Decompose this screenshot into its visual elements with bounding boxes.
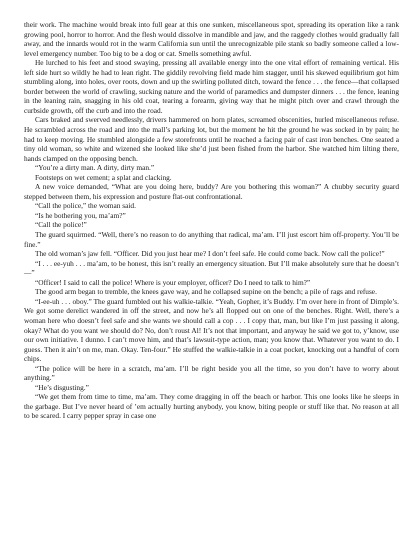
dialogue-line: “I . . . ee-yuh . . . ma’am, to be honest, this isn’t really an emergency situation. But I’ll make absolutely sure that he doesn’t—”	[24, 258, 399, 278]
dialogue-line: “Call the police!”	[35, 220, 87, 230]
paragraph: A new voice demanded, “What are you doing here, buddy? Are you bothering this woman?” A chubby security guard stepped between them, his expression and posture flat-out confrontational.	[24, 182, 399, 201]
paragraph: The guard squirmed. “Well, there’s no reason to do anything that radical, ma’am. I’ll just escort him off-property. You’ll be fine.”	[24, 230, 399, 249]
paragraph: He lurched to his feet and stood swaying, pressing all available energy into the one vital effort of remaining vertical. His left side hurt so wildly he had to lean right. The giddily revolving field made him stagger, until his skewed equilibrium got him stumbling along, into holes, over roots, down and up the swirling polluted ditch, toward the fence . . . the fence—that collapsed border between the world of crawling, sucking nature and the world of paramedics and dumpster dinners . . . the fence, leaning in the leaning rain, snagging in his old coat, tearing a forearm, giving way that he might pitch over and crawl through the curbside growth, off the curb and into the road.	[24, 58, 399, 115]
paragraph: Cars braked and swerved needlessly, drivers hammered on horn plates, screamed obscenities, hurled miscellaneous refuse. He scrambled across the road and into the mall’s parking lot, but the moment he hit the ground he was socked in by pain; he had to keep moving. He stumbled alongside a few storefronts until he reached a facing pair of cast iron benches. One seated a tiny old woman, so white and wizened she looked like she’d just been fished from the harbor. She watched him lilting there, hands clamped on the opposing bench.	[24, 115, 399, 163]
paragraph: “We get them from time to time, ma’am. They come dragging in off the beach or harbor. This one looks like he sleeps in the garbage. But I’ve never heard of ’em actually hurting anybody, you know, biting people or stuff like that. No reason at all to be scared. I carry pepper spray in case one	[24, 392, 399, 421]
paragraph: Footsteps on wet cement; a splat and clacking.	[35, 172, 172, 182]
paragraph: The old woman’s jaw fell. “Officer. Did you just hear me? I don’t feel safe. He could come back. Now call the police!”	[35, 249, 385, 259]
dialogue-line: “You’re a dirty man. A dirty, dirty man.”	[35, 163, 155, 173]
dialogue-line: “The police will be here in a scratch, ma’am. I’ll be right beside you all the time, so you don’t have to worry about anything.”	[24, 363, 399, 383]
dialogue-line: “He’s disgusting.”	[35, 382, 89, 392]
dialogue-line: “Is he bothering you, ma’am?”	[35, 210, 126, 220]
dialogue-line: “Call the police,” the woman said.	[35, 201, 136, 211]
paragraph: “I-ee-uh . . . oboy.” The guard fumbled out his walkie-talkie. “Yeah, Gopher, it’s Buddy. I’m over here in front of Dimple’s. We got some derelict wandered in off the street, and now he’s all flopped out on one of the benches. Right. Well, there’s a woman here who doesn’t feel safe and she wants we should call a cop . . . I copy that, man, but like I’m just passing it along, okay? What do you want we should do? No, don’t roust Al! It’s not that important, and anyway he said we got to, y’know, use our own initiative. I dunno. I can’t move him, and that’s lawsuit-type action, man; you know that. Whatever you want to do. I guess. Then it ain’t on me, man. Okay. Ten-four.” He stuffed the walkie-talkie in a coat pocket, knocking out a handful of corn chips.	[24, 296, 399, 364]
paragraph: The good arm began to tremble, the knees gave way, and he collapsed supine on the bench; a pile of rags and refuse.	[35, 287, 377, 297]
paragraph: their work. The machine would break into full gear at this one sunken, miscellaneous spot, spreading its operation like a rank growing pool, horror to horror. And the flesh would dissolve in mandible and jaw, and the raggedy clothes would gradually fall away, and the innards would rot in the warm California sun until the unrecognizable pile stank so badly someone called a low-level emergency number. Too big to be a dog or cat. Smells something awful.	[24, 20, 399, 58]
dialogue-line: “Officer! I said to call the police! Where is your employer, officer? Do I need to talk to him?”	[35, 277, 311, 287]
